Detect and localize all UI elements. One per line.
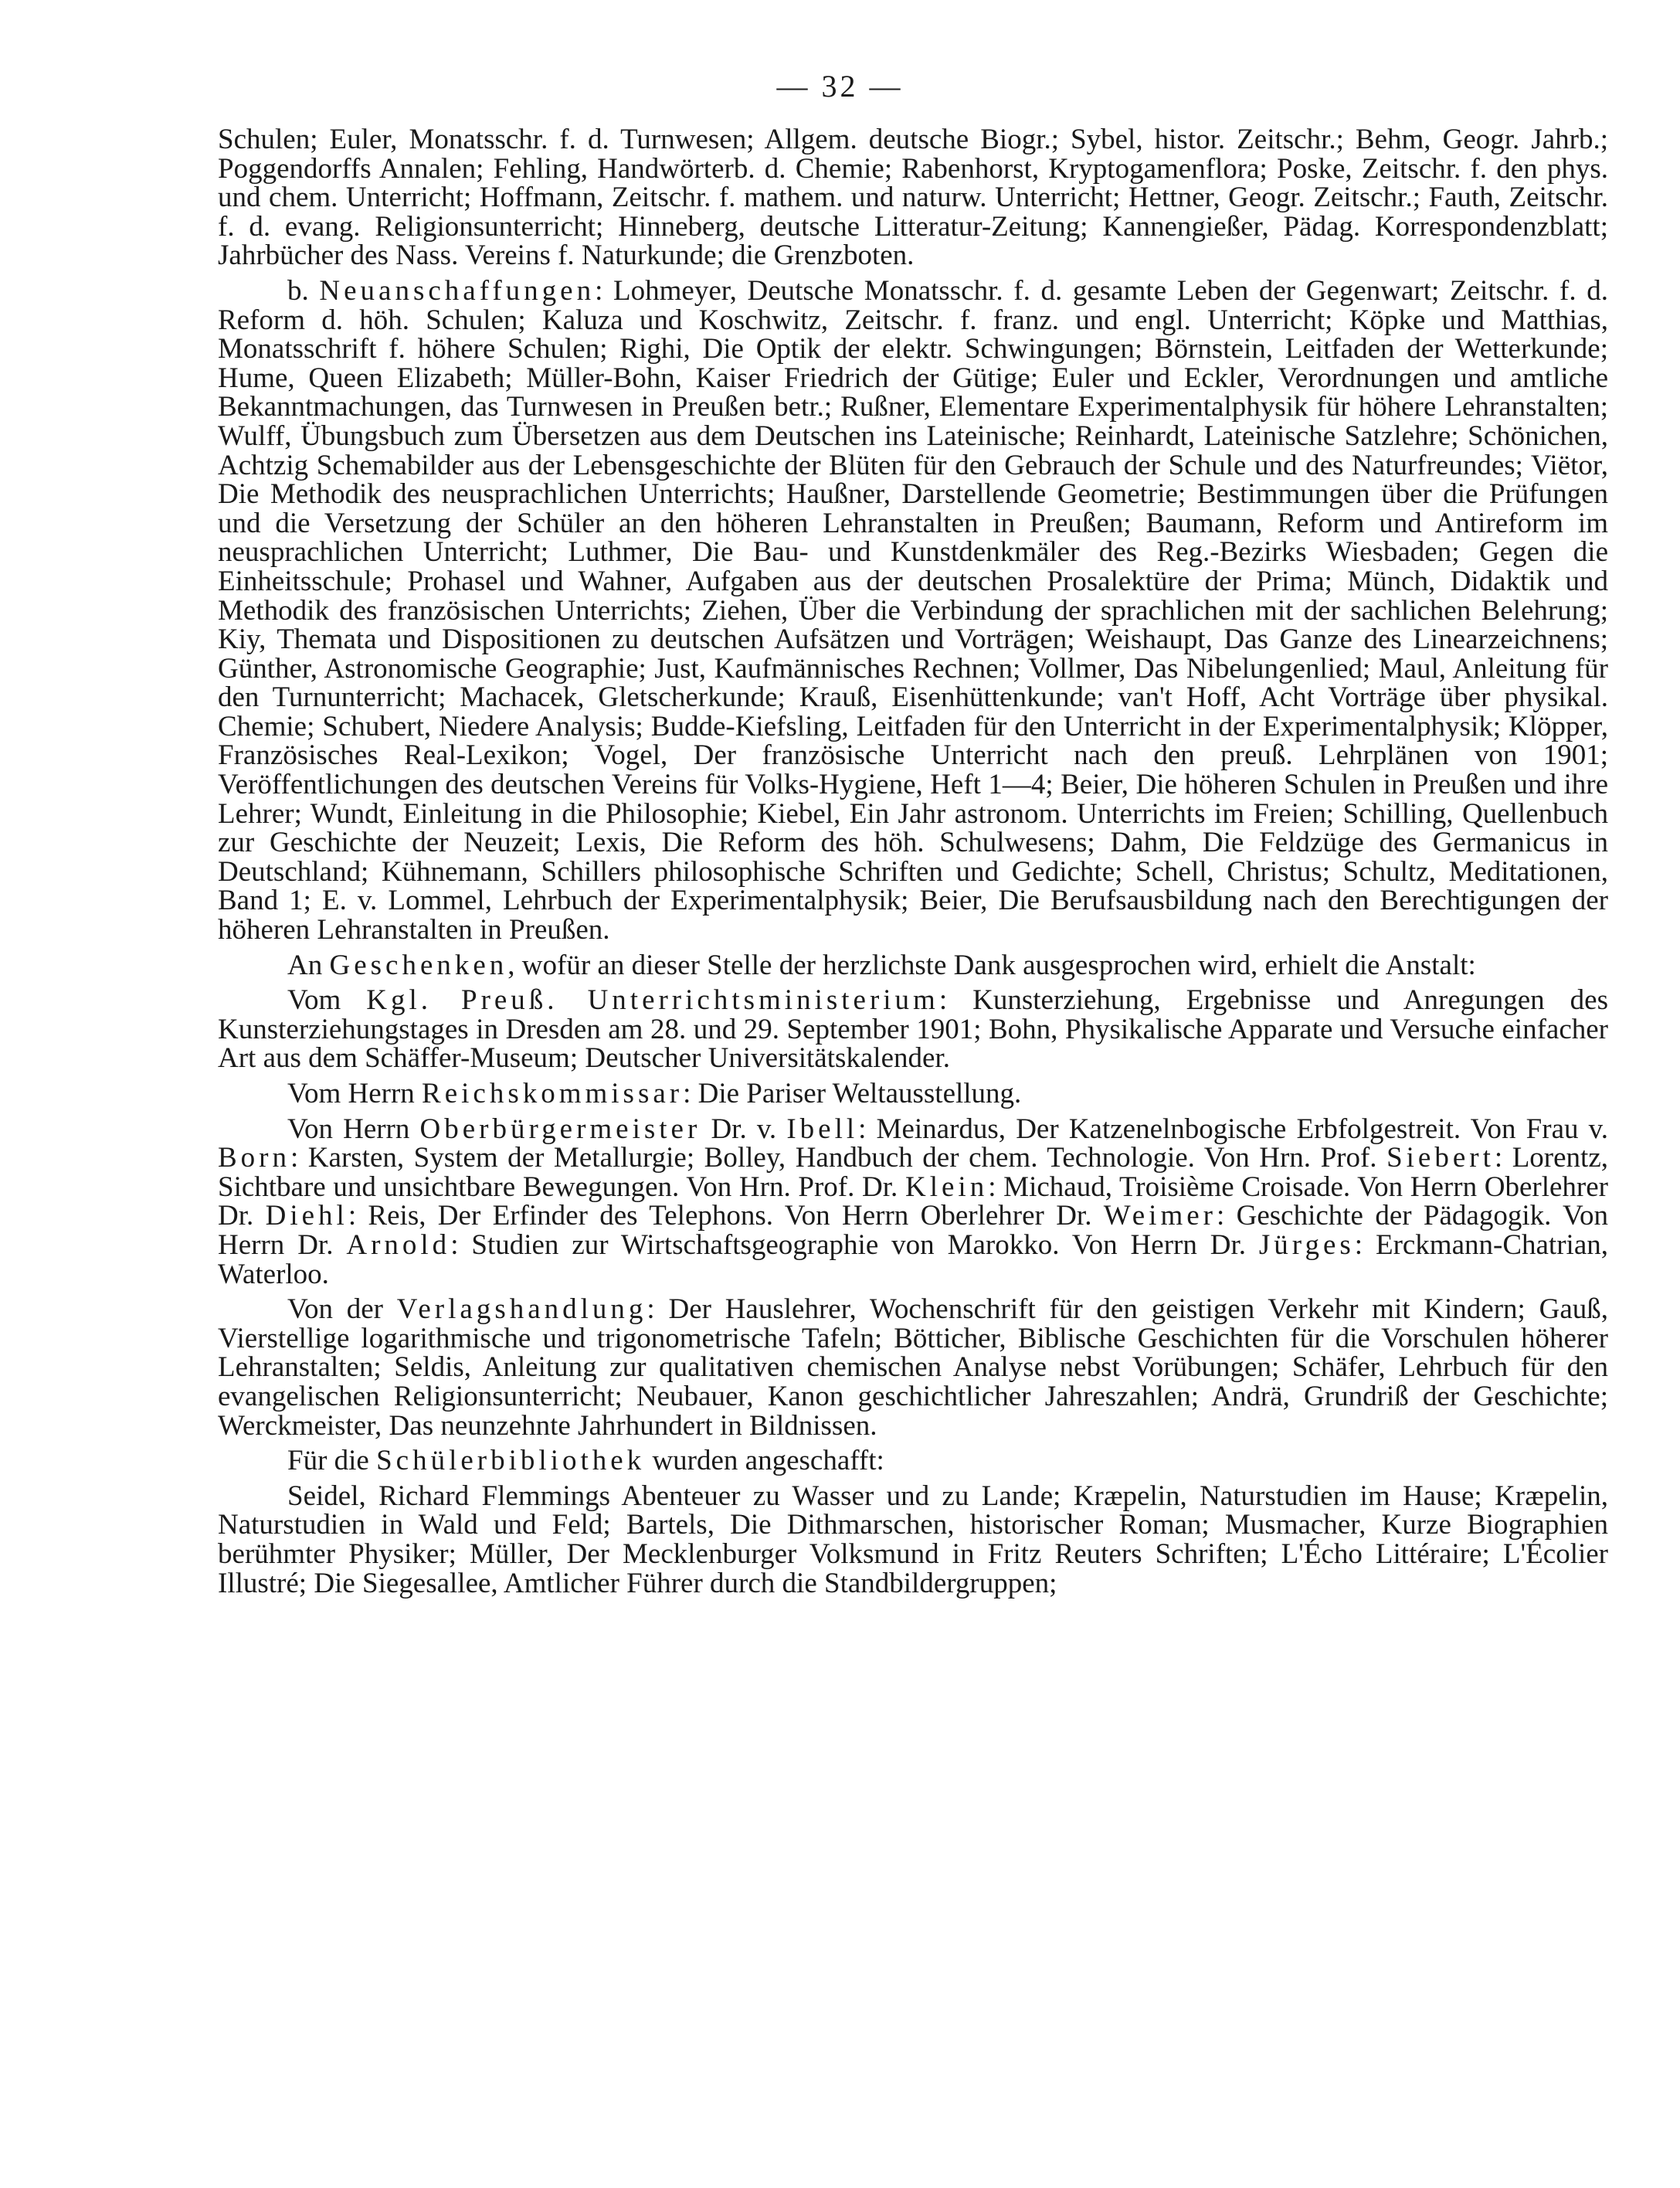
spaced-heading-text: Siebert [1386, 1142, 1495, 1174]
paragraph-text: : Der Hauslehrer, Wochenschrift für den geistigen Verkehr mit Kindern; Gauß, Vierstellige logarithmische und trigonometrische Tafeln; Bötticher, Biblische Geschichten für die Vorschulen höherer Lehranstalten; Seldis, Anleitung zur qualitativen chemischen Analyse nebst Vorübungen; Schäfer, Lehrbuch für den evangelischen Religionsunterricht; Neubauer, Kanon geschichtlicher Jahreszahlen; Andrä, Grundriß der Geschichte; Werckmeister, Das neunzehnte Jahrhundert in Bildnissen. [218, 1293, 1608, 1442]
paragraph-text: : Meinardus, Der Katzenelnbogische Erbfolgestreit. Von Frau v. [858, 1113, 1608, 1145]
spaced-heading-text: Verlagshandlung [396, 1293, 647, 1326]
paragraph [218, 1446, 1608, 1476]
paragraph-text: Dr. v. [701, 1113, 787, 1145]
paragraph [218, 1079, 1608, 1109]
paragraph-text: Von der [287, 1293, 397, 1326]
paragraph-text: : Geschichte der Pädagogik. Von Herrn Dr. [218, 1200, 1608, 1261]
spaced-heading-text: Schülerbibliothek [376, 1445, 646, 1477]
paragraph [218, 986, 1608, 1073]
paragraph-text: Von Herrn [287, 1113, 420, 1145]
paragraph-text: : Erckmann-Chatrian, Waterloo. [218, 1228, 1608, 1290]
paragraph-text: Seidel, Richard Flemmings Abenteuer zu Wasser und zu Lande; Kræpelin, Naturstudien im Hause; Kræpelin, Naturstudien in Wald und Feld; Bartels, Die Dithmarschen, historischer Roman; Musmacher, Kurze Biographien berühmter Physiker; Müller, Der Mecklenburger Volksmund in Fritz Reuters Schriften; L'Écho Littéraire; L'Écolier Illustré; Die Siegesallee, Amtlicher Führer durch die Standbildergruppen; [218, 1480, 1608, 1599]
spaced-heading-text: Ibell [786, 1113, 859, 1145]
paragraph-text: Für die [287, 1445, 377, 1477]
paragraph-text: Vom Herrn [287, 1078, 423, 1109]
spaced-heading-text: Diehl [265, 1200, 348, 1232]
paragraph [218, 125, 1608, 270]
paragraph-text: : Reis, Der Erfinder des Telephons. Von Herrn Oberlehrer Dr. [348, 1200, 1104, 1232]
spaced-heading-text: Jürges [1258, 1228, 1355, 1261]
paragraph-text: : Die Pariser Weltausstellung. [683, 1078, 1022, 1109]
paragraph-text: : Karsten, System der Metallurgie; Bolley, Handbuch der chem. Technologie. Von Hrn. Prof. [290, 1142, 1387, 1174]
paragraph-text: Schulen; Euler, Monatsschr. f. d. Turnwesen; Allgem. deutsche Biogr.; Sybel, histor. Zeitschr.; Behm, Geogr. Jahrb.; Poggendorffs Annalen; Fehling, Handwörterb. d. Chemie; Rabenhorst, Kryptogamenflora; Poske, Zeitschr. f. den phys. und chem. Unterricht; Hoffmann, Zeitschr. f. mathem. und naturw. Unterricht; Hettner, Geogr. Zeitschr.; Fauth, Zeitschr. f. d. evang. Religionsunterricht; Hinneberg, deutsche Litteratur-Zeitung; Kannengießer, Pädag. Korrespondenzblatt; Jahrbücher des Nass. Vereins f. Naturkunde; die Grenzboten. [218, 124, 1608, 272]
paragraph-text: : Kunsterziehung, Ergebnisse und Anregungen des Kunsterziehungstages in Dresden am 28. und 29. September 1901; Bohn, Physikalische Apparate und Versuche einfacher Art aus dem Schäffer-Museum; Deutscher Universitätskalender. [218, 984, 1609, 1075]
paragraph [218, 1115, 1608, 1289]
spaced-heading-text: Neuanschaffungen [319, 274, 596, 307]
spaced-heading-text: Weimer [1103, 1200, 1217, 1232]
spaced-heading-text: Arnold [346, 1228, 451, 1261]
main-text [218, 125, 1608, 1604]
paragraph [218, 1295, 1608, 1440]
spaced-heading-text: Born [218, 1142, 290, 1174]
spaced-heading-text: Klein [905, 1170, 989, 1203]
paragraph [218, 1482, 1608, 1598]
page-number: — 32 — [776, 69, 904, 104]
spaced-heading-text: Kgl. Preuß. Unterrichtsministerium [366, 984, 939, 1017]
paragraph-text: : Studien zur Wirtschaftsgeographie von Marokko. Von Herrn Dr. [450, 1228, 1259, 1261]
spaced-heading-text: Geschenken [329, 949, 508, 981]
paragraph-text: b. [287, 274, 320, 307]
paragraph-text: : Lohmeyer, Deutsche Monatsschr. f. d. gesamte Leben der Gegenwart; Zeitschr. f. d. Reform d. höh. Schulen; Kaluza und Koschwitz, Zeitschr. f. franz. und engl. Unterricht; Köpke und Matthias, Monatsschrift f. höhere Schulen; Righi, Die Optik der elektr. Schwingungen; Börnstein, Leitfaden der Wetterkunde; Hume, Queen Elizabeth; Müller-Bohn, Kaiser Friedrich der Gütige; Euler und Eckler, Verordnungen und amtliche Bekanntmachungen, das Turnwesen in Preußen betr.; Rußner, Elementare Experimentalphysik für höhere Lehranstalten; Wulff, Übungsbuch zum Übersetzen aus dem Deutschen ins Lateinische; Reinhardt, Lateinische Satzlehre; Schönichen, Achtzig Schemabilder aus der Lebensgeschichte der Blüten für den Gebrauch der Schule und des Naturfreundes; Viëtor, Die Methodik des neusprachlichen Unterrichts; Haußner, Darstellende Geometrie; Bestimmungen über die Prüfungen und die Versetzung der Schüler an den höheren Lehranstalten in Preußen; Baumann, Reform und Antireform im neusprachlichen Unterricht; Luthmer, Die Bau- und Kunstdenkmäler des Reg.-Bezirks Wiesbaden; Gegen die Einheitsschule; Prohasel und Wahner, Aufgaben aus der deutschen Prosalektüre der Prima; Münch, Didaktik und Methodik des französischen Unterrichts; Ziehen, Über die Verbindung der sprachlichen mit der sachlichen Belehrung; Kiy, Themata und Dispositionen zu deutschen Aufsätzen und Vorträgen; Weishaupt, Das Ganze des Linearzeichnens; Günther, Astronomische Geographie; Just, Kaufmännisches Rechnen; Vollmer, Das Nibelungenlied; Maul, Anleitung für den Turnunterricht; Machacek, Gletscherkunde; Krauß, Eisenhüttenkunde; van't Hoff, Acht Vorträge über physikal. Chemie; Schubert, Niedere Analysis; Budde-Kiefsling, Leitfaden für den Unterricht in der Experimentalphysik; Klöpper, Französisches Real-Lexikon; Vogel, Der französische Unterricht nach den preuß. Lehrplänen von 1901; Veröffentlichungen des deutschen Vereins für Volks-Hygiene, Heft 1—4; Beier, Die höheren Schulen in Preußen und ihre Lehrer; Wundt, Einleitung in die Philosophie; Kiebel, Ein Jahr astronom. Unterrichts im Freien; Schilling, Quellenbuch zur Geschichte der Neuzeit; Lexis, Die Reform des höh. Schulwesens; Dahm, Die Feldzüge des Germanicus in Deutschland; Kühnemann, Schillers philosophische Schriften und Gedichte; Schell, Christus; Schultz, Meditationen, Band 1; E. v. Lommel, Lehrbuch der Experimentalphysik; Beier, Die Berufsausbildung nach den Berechtigungen der höheren Lehranstalten in Preußen. [218, 274, 1608, 946]
paragraph-text: An [287, 949, 330, 981]
paragraph-text: Vom [287, 984, 367, 1017]
paragraph-text: : Lorentz, Sichtbare und unsichtbare Bewegungen. Von Hrn. Prof. Dr. [218, 1142, 1608, 1203]
spaced-heading-text: Reichskommissar [422, 1078, 684, 1109]
paragraph [218, 274, 1608, 946]
paragraph [218, 951, 1608, 980]
paragraph-text: , wofür an dieser Stelle der herzlichste Dank ausgesprochen wird, erhielt die Anstalt: [507, 949, 1476, 981]
paragraph-text: : Michaud, Troisième Croisade. Von Herrn Oberlehrer Dr. [218, 1170, 1608, 1232]
paragraph-text: wurden angeschafft: [645, 1445, 884, 1477]
spaced-heading-text: Oberbürgermeister [419, 1113, 701, 1145]
